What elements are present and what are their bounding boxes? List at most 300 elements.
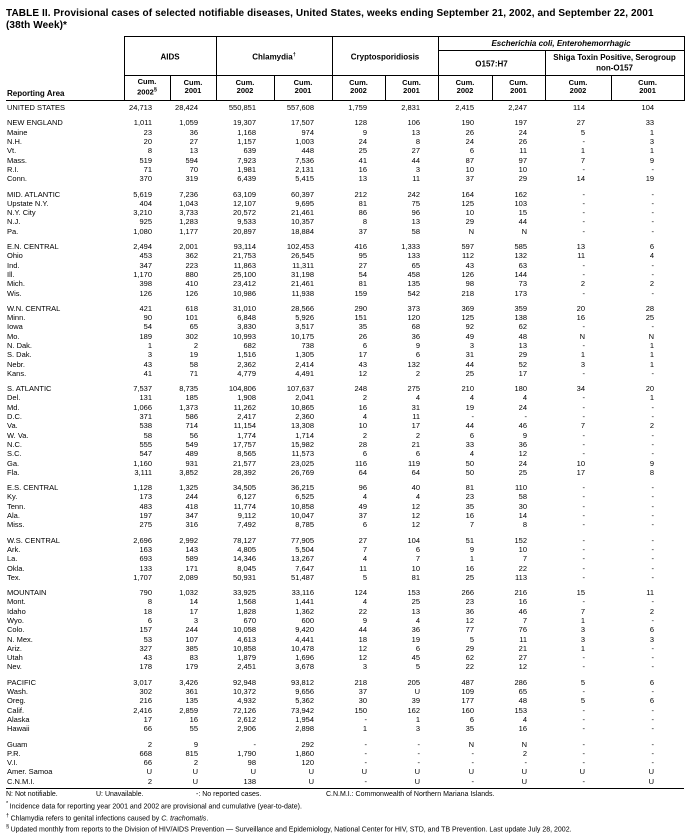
table-row: [6, 696, 684, 705]
value-cell: U: [611, 777, 684, 789]
value-cell: 1,283: [179, 217, 198, 227]
value-cell: -: [582, 705, 586, 715]
value-cell: 3,852: [179, 467, 198, 477]
value-cell: 150: [354, 705, 367, 715]
footnote-note: † Chlamydia refers to genital infections caused by C. trachomatis.: [6, 812, 209, 822]
value-cell: 171: [185, 563, 198, 573]
value-cell: -: [364, 758, 367, 768]
table-row: [6, 146, 684, 155]
value-cell: 218: [461, 288, 475, 298]
value-cell: 11: [412, 412, 421, 422]
table-row: [6, 137, 684, 146]
value-cell: 2: [362, 430, 367, 440]
value-cell: 557,608: [286, 103, 314, 113]
table-row: [6, 536, 684, 545]
value-cell: -: [651, 705, 655, 715]
value-cell: 242: [407, 189, 421, 199]
value-cell: 6: [469, 430, 475, 440]
value-cell: 5: [580, 677, 586, 687]
value-cell: 6: [362, 520, 367, 530]
reporting-area-cell: Ark.: [7, 544, 21, 554]
table-title: [6, 8, 684, 32]
reporting-area-cell: S.C.: [7, 449, 22, 459]
value-cell: 8: [147, 597, 152, 607]
value-cell: 448: [301, 146, 314, 156]
table-row: [6, 511, 684, 520]
value-cell: -: [651, 748, 655, 758]
table-row: [6, 749, 684, 758]
value-cell: 190: [461, 118, 475, 128]
value-cell: 483: [139, 501, 152, 511]
reporting-area-cell: Mont.: [7, 597, 26, 607]
value-cell: 3,210: [133, 208, 152, 218]
value-cell: 16: [518, 724, 528, 734]
value-cell: 1,714: [295, 430, 314, 440]
value-cell: U: [579, 767, 586, 777]
value-cell: 1: [649, 340, 655, 350]
reporting-area-cell: Vt.: [7, 146, 17, 156]
table-row: [6, 350, 684, 359]
value-cell: 37: [358, 226, 367, 236]
table-row: [6, 251, 684, 260]
value-cell: 487: [461, 677, 475, 687]
value-cell: 458: [407, 269, 421, 279]
value-cell: 17: [518, 368, 528, 378]
value-cell: 27: [518, 653, 528, 663]
value-cell: 27: [189, 137, 198, 147]
value-cell: -: [651, 430, 655, 440]
value-cell: -: [417, 739, 421, 749]
value-cell: 12: [411, 511, 421, 521]
value-cell: 162: [514, 189, 528, 199]
value-cell: 1: [147, 340, 152, 350]
table-row: [6, 573, 684, 582]
value-cell: 1,003: [295, 137, 314, 147]
value-cell: 33: [645, 118, 655, 128]
value-cell: 1,954: [295, 714, 314, 724]
reporting-area-cell: N. Dak.: [7, 340, 33, 350]
value-cell: 3,426: [179, 677, 198, 687]
value-cell: 54: [358, 269, 367, 279]
value-cell: -: [651, 260, 655, 270]
value-cell: 2: [124, 777, 170, 789]
value-cell: 9: [649, 458, 655, 468]
value-cell: 25: [465, 572, 475, 582]
value-cell: -: [651, 208, 655, 218]
value-cell: 11: [412, 174, 421, 184]
legend-item: -: No reported cases.: [196, 791, 262, 799]
value-cell: 98: [465, 279, 475, 289]
value-cell: 21,753: [233, 251, 256, 261]
value-cell: -: [651, 402, 655, 412]
value-cell: 2,451: [237, 662, 256, 672]
value-cell: 21: [411, 439, 421, 449]
value-cell: 33: [465, 439, 475, 449]
value-cell: 17,757: [233, 439, 256, 449]
value-cell: -: [582, 748, 586, 758]
value-cell: 10,478: [291, 643, 314, 653]
value-cell: N: [579, 331, 586, 341]
value-cell: 6: [649, 677, 655, 687]
value-cell: 25: [465, 368, 475, 378]
value-cell: -: [651, 653, 655, 663]
value-cell: 266: [461, 588, 475, 598]
value-cell: -: [582, 269, 586, 279]
value-cell: 10: [465, 164, 475, 174]
value-cell: 23: [465, 597, 475, 607]
footnote-note: * Incidence data for reporting year 2001 and 2002 are provisional and cumulative (year-to-date).: [6, 800, 302, 810]
value-cell: -: [651, 643, 655, 653]
value-cell: N: [521, 226, 528, 236]
value-cell: 20: [143, 137, 152, 147]
value-cell: U: [361, 767, 367, 777]
value-cell: 152: [514, 535, 528, 545]
value-cell: 2: [522, 748, 528, 758]
table-row: [6, 644, 684, 653]
value-cell: U: [414, 767, 421, 777]
reporting-area-cell: PACIFIC: [7, 677, 37, 687]
value-cell: 34,505: [233, 483, 256, 493]
value-cell: 22: [465, 662, 475, 672]
value-cell: 4: [362, 412, 367, 422]
value-cell: 19: [411, 634, 421, 644]
value-cell: 1,568: [237, 597, 256, 607]
value-cell: 4,779: [237, 368, 256, 378]
value-cell: 2,414: [295, 359, 314, 369]
value-cell: 120: [301, 758, 314, 768]
value-cell: 542: [407, 288, 421, 298]
value-cell: 185: [185, 393, 198, 403]
value-cell: 25: [411, 597, 421, 607]
value-cell: 9: [193, 739, 198, 749]
value-cell: -: [582, 535, 586, 545]
value-cell: 9: [522, 430, 528, 440]
value-cell: 164: [461, 189, 475, 199]
value-cell: 71: [143, 164, 152, 174]
reporting-area-cell: Maine: [7, 127, 28, 137]
value-cell: 106: [407, 118, 421, 128]
value-cell: 275: [139, 520, 152, 530]
value-cell: 20,897: [233, 226, 256, 236]
value-cell: 670: [243, 616, 256, 625]
reporting-area-cell: Wyo.: [7, 616, 25, 625]
footnote-legend: [6, 791, 684, 800]
value-cell: 7,536: [295, 155, 314, 165]
value-cell: 16: [518, 597, 528, 607]
table-row: [6, 242, 684, 251]
value-cell: 20,572: [233, 208, 256, 218]
table-row: [6, 687, 684, 696]
value-cell: 7: [580, 421, 586, 431]
reporting-area-cell: S. ATLANTIC: [7, 384, 52, 394]
value-cell: 9: [469, 544, 475, 554]
reporting-area-cell: Pa.: [7, 226, 19, 236]
value-cell: 6: [362, 449, 367, 459]
reporting-area-cell: Ky.: [7, 492, 18, 502]
table-row: [6, 393, 684, 402]
value-cell: 10: [576, 458, 586, 468]
value-cell: -: [582, 758, 586, 768]
value-cell: 6: [469, 714, 475, 724]
value-cell: 327: [139, 643, 152, 653]
value-cell: 7,923: [237, 155, 256, 165]
cum-column-header: Cum. 2002: [545, 75, 611, 101]
value-cell: 2,612: [237, 714, 256, 724]
value-cell: 2: [147, 739, 152, 749]
value-cell: 33,116: [291, 588, 314, 598]
value-cell: 143: [185, 544, 198, 554]
table-row: [6, 545, 684, 554]
value-cell: 5: [469, 634, 475, 644]
value-cell: 639: [243, 146, 256, 156]
value-cell: 93,114: [233, 242, 256, 252]
table-row: [6, 502, 684, 511]
value-cell: 4: [415, 492, 421, 502]
value-cell: 114: [573, 103, 586, 113]
value-cell: 49: [465, 331, 475, 341]
value-cell: 73: [518, 279, 528, 289]
value-cell: 23,412: [233, 279, 256, 289]
value-cell: 144: [514, 269, 528, 279]
value-cell: 10,357: [291, 217, 314, 227]
value-cell: 1,325: [179, 483, 198, 493]
value-cell: 931: [185, 458, 198, 468]
reporting-area-cell: Guam: [7, 739, 28, 749]
value-cell: 14: [518, 511, 528, 521]
reporting-area-cell: MID. ATLANTIC: [7, 189, 61, 199]
value-cell: -: [582, 662, 586, 672]
value-cell: 21,577: [233, 458, 256, 468]
reporting-area-cell: N.J.: [7, 217, 21, 227]
value-cell: 62: [465, 653, 475, 663]
value-cell: 31: [411, 402, 421, 412]
value-cell: 173: [514, 288, 528, 298]
reporting-area-cell: Kans.: [7, 368, 27, 378]
value-cell: 8,785: [295, 520, 314, 530]
reporting-area-cell: UNITED STATES: [7, 103, 66, 113]
value-cell: 597: [461, 242, 475, 252]
value-cell: 12: [411, 501, 421, 511]
value-cell: 19: [465, 402, 475, 412]
value-cell: 1,696: [295, 653, 314, 663]
value-cell: 5,504: [295, 544, 314, 554]
value-cell: 27: [411, 146, 421, 156]
value-cell: -: [651, 164, 655, 174]
reporting-area-cell: Ind.: [7, 260, 20, 270]
value-cell: 24: [358, 137, 367, 147]
value-cell: -: [582, 368, 586, 378]
value-cell: 3: [362, 662, 367, 672]
value-cell: 11: [519, 634, 528, 644]
value-cell: 218: [354, 677, 367, 687]
value-cell: 2,131: [295, 164, 314, 174]
value-cell: U: [308, 767, 314, 777]
reporting-area-cell: W.S. CENTRAL: [7, 535, 60, 545]
value-cell: 20: [576, 303, 586, 313]
value-cell: -: [651, 520, 655, 530]
value-cell: 10: [411, 563, 421, 573]
value-cell: 58: [143, 430, 152, 440]
value-cell: 1: [580, 643, 586, 653]
value-cell: 4,805: [237, 544, 256, 554]
value-cell: -: [651, 226, 655, 236]
reporting-area-cell: C.N.M.I.: [6, 777, 124, 789]
value-cell: 4: [469, 393, 475, 403]
value-cell: -: [651, 544, 655, 554]
value-cell: 3: [649, 634, 655, 644]
value-cell: 10,993: [233, 331, 256, 341]
value-cell: 11,938: [291, 288, 314, 298]
value-cell: 1,080: [133, 226, 152, 236]
value-cell: 19: [189, 350, 198, 360]
value-cell: -: [651, 616, 655, 625]
value-cell: 177: [461, 696, 475, 706]
value-cell: 3,678: [295, 662, 314, 672]
value-cell: 63: [518, 260, 528, 270]
value-cell: 44: [411, 155, 421, 165]
cum-column-header: Cum. 2002§: [124, 75, 170, 101]
value-cell: 7,537: [133, 384, 152, 394]
value-cell: 16: [465, 511, 475, 521]
value-cell: 44: [358, 625, 367, 635]
value-cell: 1,157: [237, 137, 256, 147]
value-cell: -: [582, 687, 586, 697]
table-row: [6, 360, 684, 369]
value-cell: 13,308: [291, 421, 314, 431]
value-cell: -: [651, 572, 655, 582]
value-cell: 83: [189, 653, 198, 663]
value-cell: 36: [411, 625, 421, 635]
value-cell: 19,307: [233, 118, 256, 128]
value-cell: 131: [139, 393, 152, 403]
cum-column-header: Cum. 2001: [385, 75, 438, 101]
cum-column-header: Cum. 2001: [611, 75, 684, 101]
table-row: [6, 190, 684, 199]
value-cell: 17: [189, 606, 198, 616]
value-cell: 21,461: [291, 208, 314, 218]
table-row: [6, 431, 684, 440]
footnote-note: § Updated monthly from reports to the Division of HIV/AIDS Prevention — Surveillance and Epidemiology, National Center for HIV, STD, and TB Prevention. Last update July 28, 2002.: [6, 824, 572, 834]
value-cell: 58: [411, 226, 421, 236]
reporting-area-cell: Miss.: [7, 520, 25, 530]
table-row: [6, 118, 684, 127]
value-cell: 28,566: [291, 303, 314, 313]
value-cell: -: [651, 269, 655, 279]
value-cell: 104,806: [228, 384, 256, 394]
value-cell: -: [651, 449, 655, 459]
value-cell: 23,025: [291, 458, 314, 468]
reporting-area-cell: MOUNTAIN: [7, 588, 47, 598]
value-cell: N: [648, 331, 655, 341]
value-cell: 5,926: [295, 313, 314, 323]
cum-column-header: Cum. 2002: [332, 75, 385, 101]
value-cell: 46: [518, 606, 528, 616]
value-cell: 14: [576, 174, 586, 184]
value-cell: 14: [189, 597, 198, 607]
reporting-area-cell: V.I.: [7, 758, 18, 768]
value-cell: 10,058: [233, 625, 256, 635]
value-cell: 11: [646, 588, 655, 598]
value-cell: 26,769: [291, 467, 314, 477]
value-cell: 7: [580, 155, 586, 165]
value-cell: -: [582, 439, 586, 449]
value-cell: 13: [576, 242, 586, 252]
value-cell: 18: [143, 606, 152, 616]
cryptosporidiosis-group-header: Cryptosporidiosis: [332, 37, 438, 76]
table-row: [6, 412, 684, 421]
value-cell: 50: [465, 458, 475, 468]
value-cell: 3: [415, 724, 421, 734]
reporting-area-cell: Minn.: [7, 313, 26, 323]
value-cell: 16: [189, 714, 198, 724]
legend-item: N: Not notifiable.: [6, 791, 58, 799]
value-cell: 110: [515, 483, 528, 493]
value-cell: 3,830: [237, 322, 256, 332]
value-cell: -: [582, 412, 586, 422]
value-cell: 9,420: [295, 625, 314, 635]
value-cell: 159: [354, 288, 367, 298]
value-cell: 36: [518, 439, 528, 449]
value-cell: -: [582, 492, 586, 502]
reporting-area-cell: Fla.: [7, 467, 20, 477]
value-cell: 1,170: [133, 269, 152, 279]
table-row: [6, 740, 684, 749]
value-cell: -: [582, 137, 586, 147]
value-cell: 8: [415, 137, 421, 147]
value-cell: 26: [465, 127, 475, 137]
value-cell: 7,492: [237, 520, 256, 530]
table-row: [6, 758, 684, 767]
value-cell: 90: [143, 313, 152, 323]
value-cell: 178: [139, 662, 152, 672]
value-cell: 37: [465, 174, 475, 184]
value-cell: 2,089: [179, 572, 198, 582]
value-cell: -: [651, 198, 655, 208]
value-cell: 23: [465, 492, 475, 502]
value-cell: 790: [139, 588, 152, 598]
value-cell: 27: [358, 260, 367, 270]
value-cell: 6: [415, 643, 421, 653]
value-cell: 52: [518, 359, 528, 369]
value-cell: -: [651, 714, 655, 724]
value-cell: 9,656: [295, 687, 314, 697]
value-cell: 9: [362, 616, 367, 625]
value-cell: 248: [354, 384, 367, 394]
value-cell: 21,461: [291, 279, 314, 289]
value-cell: 398: [139, 279, 152, 289]
value-cell: 585: [514, 242, 528, 252]
table-header: [6, 37, 684, 101]
value-cell: 96: [411, 208, 421, 218]
value-cell: 3,733: [179, 208, 198, 218]
value-cell: 39: [411, 696, 421, 706]
value-cell: 160: [461, 705, 475, 715]
table-row: [6, 492, 684, 501]
reporting-area-cell: Calif.: [7, 705, 25, 715]
reporting-area-cell: Iowa: [7, 322, 23, 332]
value-cell: 48: [518, 696, 528, 706]
value-cell: 11,311: [292, 260, 314, 270]
value-cell: -: [582, 653, 586, 663]
reporting-area-cell: N.Y. City: [7, 208, 36, 218]
value-cell: -: [582, 402, 586, 412]
reporting-area-cell: Mo.: [7, 331, 20, 341]
value-cell: 55: [189, 724, 198, 734]
value-cell: 586: [185, 412, 198, 422]
value-cell: 4,613: [237, 634, 256, 644]
table-title-line1: TABLE II. Provisional cases of selected notifiable diseases, United States, weeks ending September 21, 2002, and September 22, 2001: [6, 8, 654, 19]
value-cell: 1,908: [237, 393, 256, 403]
